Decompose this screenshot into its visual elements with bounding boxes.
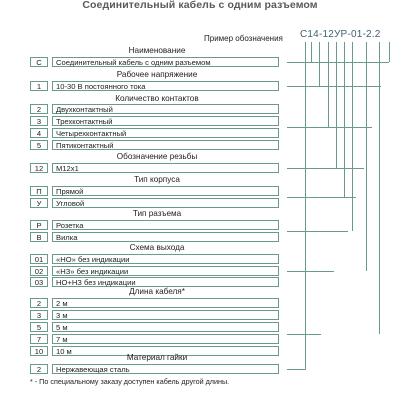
row-text: Соединительный кабель с одним разъемом [52,57,279,67]
row-code: 1 [30,81,48,91]
row-text: Трехконтактный [52,116,279,126]
row-code: В [30,232,48,242]
section-header-voltage: Рабочее напряжение [116,70,198,79]
row-text: Четырехконтактный [52,128,279,138]
section-header-connector: Тип разъема [132,209,182,218]
leader-line [287,127,372,128]
row-text: М12х1 [52,163,279,173]
leader-line [344,42,345,197]
leader-line [389,42,390,62]
example-code: С14-12УР-01-2.2 [300,29,381,40]
row-code: 02 [30,266,48,276]
section-header-length: Длина кабеля* [129,287,185,296]
row-text: Нержавеющая сталь [52,364,279,374]
row-text: 3 м [52,310,279,320]
row-code: С [30,57,48,67]
row-code: 2 [30,298,48,308]
row-code: 03 [30,277,48,287]
row-text: Двухконтактный [52,104,279,114]
row-text: 7 м [52,334,279,344]
section-header-output: Схема выхода [129,243,185,252]
leader-line [311,42,312,63]
section-header-contacts: Количество контактов [115,94,199,103]
row-code: 2 [30,364,48,374]
row-text: 5 м [52,322,279,332]
leader-line [319,42,320,86]
leader-line [287,197,356,198]
leader-line [287,62,389,63]
leader-line [287,369,306,370]
row-text: Пятиконтактный [52,140,279,150]
row-text: 10 м [52,346,279,356]
row-text: 2 м [52,298,279,308]
leader-line [287,231,348,232]
row-text: Прямой [52,186,279,196]
row-code: 12 [30,163,48,173]
row-text: Вилка [52,232,279,242]
row-code: 5 [30,140,48,150]
leader-line [379,42,380,334]
page-title: Соединительный кабель с одним разъемом [82,0,318,11]
leader-line [366,42,367,271]
row-code: 4 [30,128,48,138]
row-code: 2 [30,104,48,114]
leader-line [336,42,337,168]
row-code: У [30,198,48,208]
row-text: Угловой [52,198,279,208]
row-code: 3 [30,116,48,126]
section-header-thread: Обозначение резьбы [116,152,198,161]
row-code: Р [30,220,48,230]
row-code: 7 [30,334,48,344]
row-code: П [30,186,48,196]
leader-line [328,42,329,127]
section-header-naming: Наименование [128,46,186,55]
row-code: 10 [30,346,48,356]
row-code: 3 [30,310,48,320]
row-text: Розетка [52,220,279,230]
section-header-nut: Материал гайки [126,353,188,362]
row-code: 01 [30,254,48,264]
row-text: «НЗ» без индикации [52,266,279,276]
leader-line [352,42,353,231]
section-header-body: Тип корпуса [134,175,180,184]
row-code: 5 [30,322,48,332]
leader-line [287,334,321,335]
example-label: Пример обозначения [204,34,283,43]
row-text: 10-30 В постоянного тока [52,81,279,91]
row-text: НО+НЗ без индикации [52,277,279,287]
row-text: «НО» без индикации [52,254,279,264]
footnote: * - По специальному заказу доступен кабель другой длины. [30,377,230,386]
leader-line [287,271,334,272]
leader-line [305,42,306,369]
